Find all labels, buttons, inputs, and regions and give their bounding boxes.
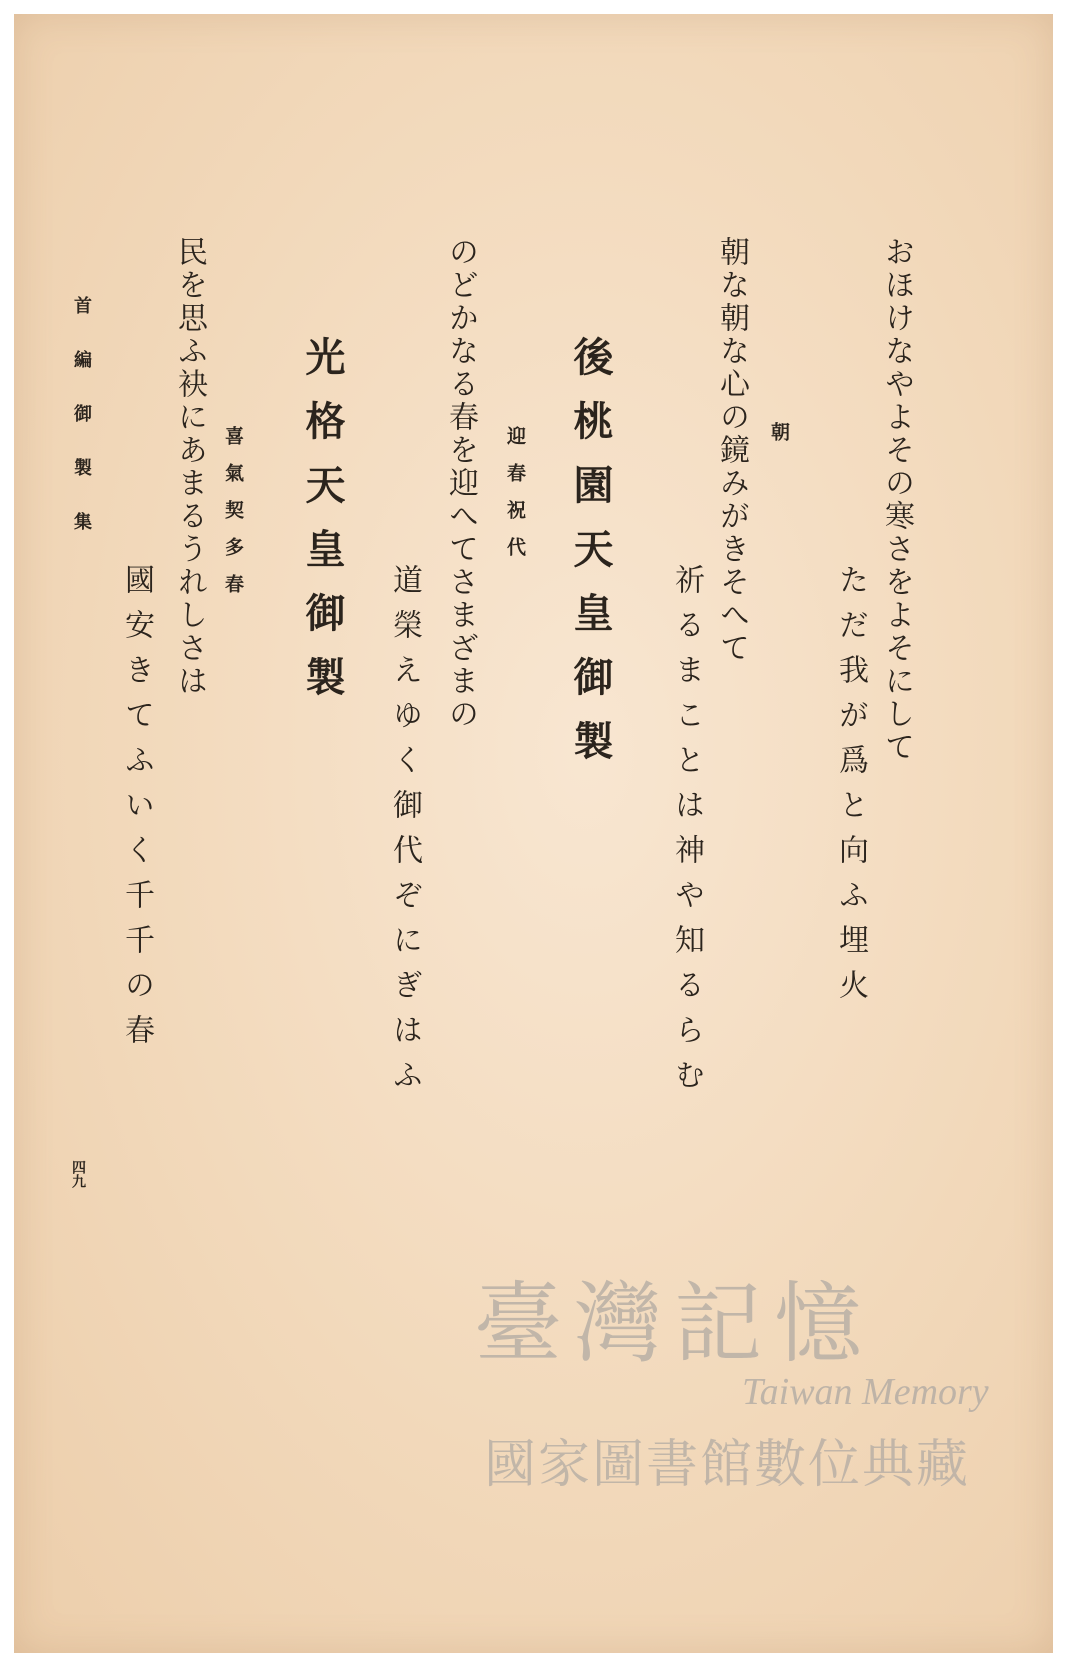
poem-topic-asa: 朝 xyxy=(768,422,790,459)
watermark-logo: 臺灣記憶 xyxy=(474,1272,875,1375)
running-head: 首編御製集 xyxy=(71,296,92,566)
emperor-title-gomomozono: 後桃園天皇御製 xyxy=(567,336,614,784)
poem-line-4: 祈るまことは神や知るらむ xyxy=(669,564,704,1104)
poem-line-1: おほけなやよその寒さをよそにして xyxy=(879,236,914,764)
watermark-library: 國家圖書館數位典藏 xyxy=(484,1435,971,1495)
emperor-title-kokaku: 光格天皇御製 xyxy=(299,336,346,720)
watermark-english: Taiwan Memory xyxy=(742,1371,989,1413)
poem-topic-geishun: 迎春祝代 xyxy=(504,426,526,574)
poem-topic-kiki: 喜氣契多春 xyxy=(222,426,244,611)
page-number: 四九 xyxy=(70,1160,86,1188)
book-page xyxy=(14,14,1053,1653)
poem-line-3: 朝な朝な心の鏡みがきそへて xyxy=(714,236,749,665)
poem-line-6: 道榮えゆく御代ぞにぎはふ xyxy=(387,564,422,1104)
poem-line-2: ただ我が爲と向ふ埋火 xyxy=(833,564,868,1014)
poem-line-7: 民を思ふ袂にあまるうれしさは xyxy=(172,236,207,698)
poem-line-5: のどかなる春を迎へてさまざまの xyxy=(443,236,478,731)
poem-line-8: 國安きてふいく千千の春 xyxy=(119,564,154,1059)
